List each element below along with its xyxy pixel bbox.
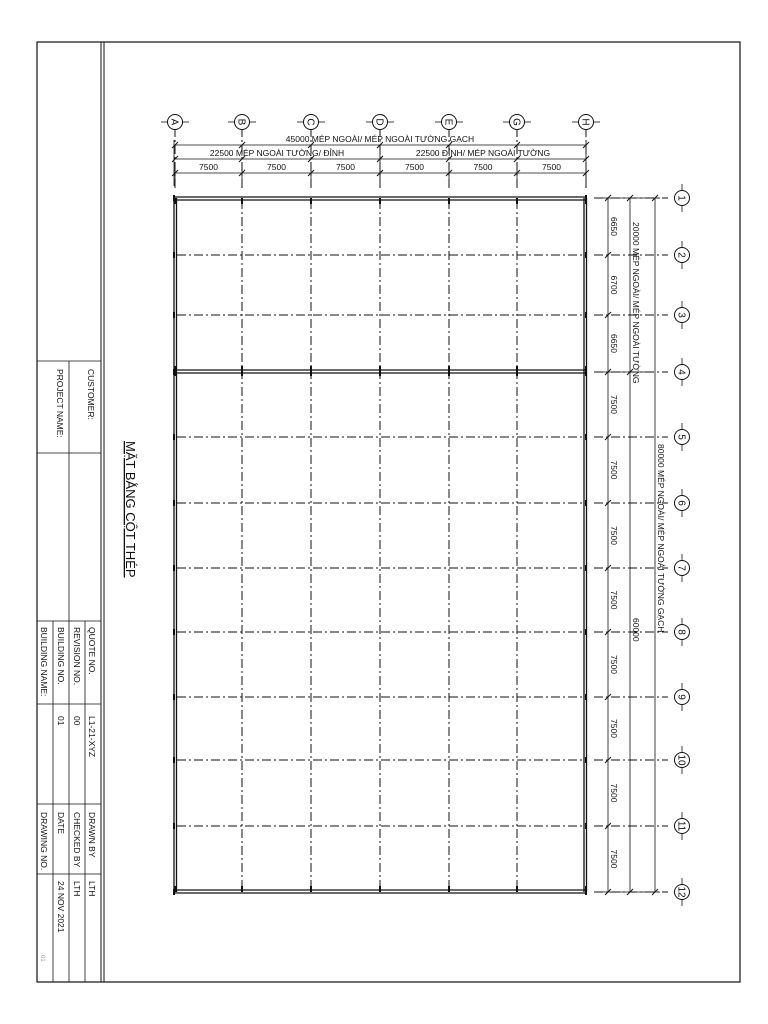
row-label: 9: [675, 694, 687, 700]
date-label: DATE: [56, 812, 66, 835]
checked-by-label: CHECKED BY: [72, 812, 82, 868]
vertical-span-label: 6650: [609, 217, 619, 236]
vertical-span-label: 7500: [609, 655, 619, 674]
dim-bottom-part: 60000: [631, 618, 641, 642]
row-label: 3: [675, 312, 687, 318]
quote-no-value: L1-21-XYZ: [87, 716, 97, 758]
vertical-span-label: 7500: [609, 526, 619, 545]
horizontal-span-label: 7500: [199, 162, 218, 172]
vertical-span-label: 6700: [609, 275, 619, 295]
vertical-span-label: 7500: [609, 590, 619, 610]
row-label: 5: [675, 434, 687, 440]
dim-left-half: 22500 MÉP NGOÀI TƯỜNG/ ĐỈNH: [209, 148, 345, 158]
date-value: 24 NOV 2021: [56, 881, 66, 933]
vertical-dimensions: [600, 198, 660, 892]
vertical-span-label: 7500: [609, 849, 619, 869]
drawing-title: MẶT BẰNG CỘT THÉP: [123, 441, 138, 578]
column-label: B: [235, 118, 247, 126]
row-grid-bubbles: [675, 184, 690, 906]
horizontal-span-label: 7500: [473, 162, 493, 172]
drawn-by-value: LTH: [87, 881, 97, 897]
dim-overall-width: 45000 MÉP NGOÀI/ MÉP NGOÀI TƯỜNG GẠCH: [285, 134, 475, 144]
vertical-span-label: 7500: [609, 719, 619, 738]
drawn-by-label: DRAWN BY: [87, 812, 97, 858]
row-label: 6: [675, 500, 687, 506]
column-label: C: [304, 118, 316, 126]
project-label: PROJECT NAME:: [55, 369, 65, 438]
drawing-no-label: DRAWING NO.: [39, 812, 49, 871]
building-no-value: 01: [56, 716, 66, 726]
vertical-span-label: 7500: [609, 783, 619, 803]
column-label: A: [168, 118, 180, 126]
dim-overall-length: 80000 MÉP NGOÀI/ MÉP NGOÀI TƯỜNG GẠCH: [656, 444, 666, 633]
column-label: H: [579, 118, 591, 126]
row-label: 1: [675, 195, 687, 201]
horizontal-span-label: 7500: [336, 162, 355, 172]
column-label: E: [442, 118, 454, 126]
vertical-span-label: 7500: [609, 395, 619, 414]
vertical-span-label: 7500: [609, 460, 619, 480]
horizontal-span-label: 7500: [542, 162, 561, 172]
horizontal-span-label: 7500: [405, 162, 424, 172]
row-label: 10: [675, 754, 687, 766]
horizontal-span-label: 7500: [267, 162, 286, 172]
title-block-text: [39, 369, 97, 962]
dim-right-half: 22500 ĐỈNH/ MÉP NGOÀI TƯỜNG: [415, 148, 551, 158]
column-grid-bubbles: [161, 115, 600, 130]
customer-label: CUSTOMER:: [86, 369, 96, 420]
quote-no-label: QUOTE NO.: [87, 627, 97, 675]
revision-value: 00: [72, 716, 82, 726]
row-label: 2: [675, 252, 687, 258]
checked-by-value: LTH: [72, 881, 82, 897]
column-label: D: [373, 118, 385, 126]
row-label: 11: [675, 820, 687, 832]
dim-top-part: 20000 MÉP NGOÀI/ MÉP NGOÀI TƯỜNG: [631, 222, 641, 384]
building-name-label: BUILDING NAME:: [39, 627, 49, 697]
vertical-span-label: 6650: [609, 334, 619, 353]
column-label: G: [510, 118, 522, 126]
row-label: 8: [675, 629, 687, 635]
row-label: 12: [675, 886, 687, 898]
grid-axis-lines: [174, 128, 668, 895]
row-label: 4: [675, 369, 687, 375]
revision-label: REVISION NO.: [72, 627, 82, 686]
vertical-dimension-text: [631, 222, 666, 642]
sheet-border: [37, 42, 740, 982]
row-label: 7: [675, 565, 687, 571]
drawing-no-value: 01: [39, 955, 45, 962]
building-no-label: BUILDING NO.: [56, 627, 66, 685]
